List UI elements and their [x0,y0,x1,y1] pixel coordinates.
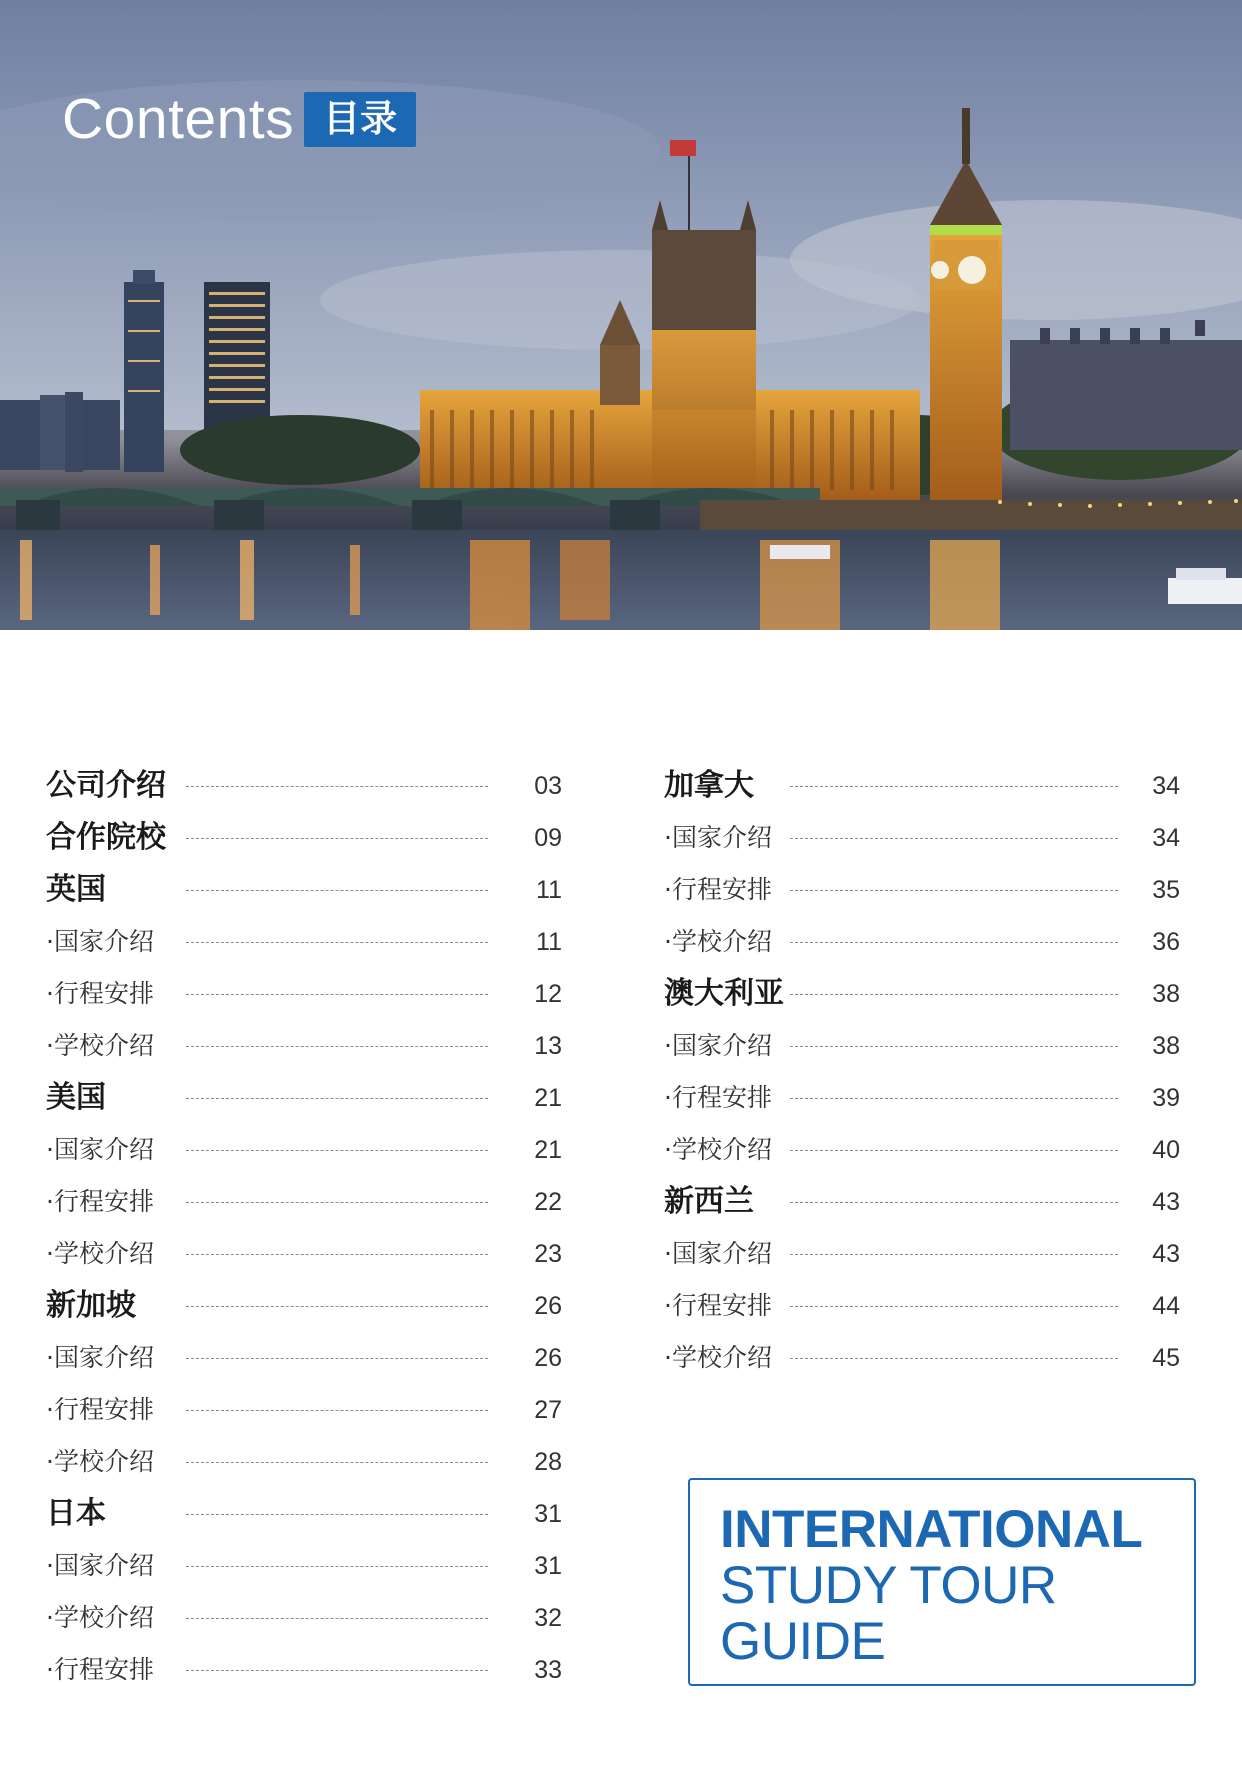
toc-subsection-row[interactable] [46,916,562,968]
toc-entry-label: ·行程安排 [46,1384,158,1436]
guide-title-line-1: INTERNATIONAL [720,1500,1143,1559]
toc-entry-label: 日本 [46,1488,110,1540]
toc-section-row[interactable] [46,812,562,864]
toc-dotted-leader [790,942,1118,943]
toc-entry-label: ·国家介绍 [664,1228,776,1280]
toc-page-number: 11 [536,928,562,956]
toc-entry-label: ·国家介绍 [664,1020,776,1072]
toc-subsection-row[interactable] [664,1020,1180,1072]
toc-subsection-row[interactable] [46,1592,562,1644]
toc-page-number: 03 [534,772,562,800]
contents-badge: 目录 [304,92,416,147]
toc-dotted-leader [186,994,488,995]
toc-page-number: 31 [534,1500,562,1528]
toc-page-number: 12 [534,980,562,1008]
toc-page-number: 39 [1152,1084,1180,1112]
toc-entry-label: ·行程安排 [664,864,776,916]
toc-subsection-row[interactable] [46,1228,562,1280]
toc-page-number: 38 [1152,1032,1180,1060]
toc-entry-label: 合作院校 [46,812,170,864]
toc-entry-label: ·学校介绍 [664,1332,776,1384]
toc-dotted-leader [186,1046,488,1047]
toc-section-row[interactable] [46,1280,562,1332]
toc-dotted-leader [186,1306,488,1307]
toc-page-number: 21 [534,1084,562,1112]
guide-title-box [688,1478,1196,1686]
guide-title-line-3: GUIDE [720,1612,886,1671]
toc-page-number: 28 [534,1448,562,1476]
toc-entry-label: ·行程安排 [46,968,158,1020]
toc-page-number: 23 [534,1240,562,1268]
toc-page-number: 32 [534,1604,562,1632]
toc-subsection-row[interactable] [46,1124,562,1176]
toc-dotted-leader [790,1358,1118,1359]
toc-page-number: 31 [534,1552,562,1580]
toc-entry-label: ·国家介绍 [46,1332,158,1384]
toc-right-column [664,760,1180,1384]
contents-title: Contents [62,87,295,151]
hero-photo [0,0,1242,630]
toc-page-number: 43 [1152,1240,1180,1268]
toc-page-number: 22 [534,1188,562,1216]
toc-page-number: 34 [1152,824,1180,852]
toc-section-row[interactable] [664,968,1180,1020]
toc-subsection-row[interactable] [46,1384,562,1436]
toc-dotted-leader [790,890,1118,891]
toc-subsection-row[interactable] [46,1644,562,1696]
toc-dotted-leader [790,1254,1118,1255]
toc-subsection-row[interactable] [664,1072,1180,1124]
toc-entry-label: ·行程安排 [46,1644,158,1696]
toc-entry-label: 新西兰 [664,1176,758,1228]
toc-subsection-row[interactable] [664,1332,1180,1384]
toc-entry-label: ·学校介绍 [46,1228,158,1280]
toc-page-number: 45 [1152,1344,1180,1372]
toc-dotted-leader [790,1098,1118,1099]
toc-entry-label: 公司介绍 [46,760,170,812]
toc-entry-label: ·国家介绍 [46,1540,158,1592]
toc-entry-label: ·行程安排 [46,1176,158,1228]
guide-title-line-2: STUDY TOUR [720,1556,1057,1615]
toc-page-number: 13 [534,1032,562,1060]
toc-dotted-leader [186,1618,488,1619]
toc-dotted-leader [790,1306,1118,1307]
toc-dotted-leader [186,786,488,787]
toc-subsection-row[interactable] [46,1436,562,1488]
toc-page-number: 36 [1152,928,1180,956]
toc-entry-label: ·行程安排 [664,1072,776,1124]
toc-page-number: 11 [536,876,562,904]
toc-entry-label: ·国家介绍 [46,1124,158,1176]
toc-page-number: 38 [1152,980,1180,1008]
toc-section-row[interactable] [46,1072,562,1124]
toc-dotted-leader [186,1514,488,1515]
toc-page-number: 26 [534,1292,562,1320]
toc-subsection-row[interactable] [46,1332,562,1384]
toc-entry-label: ·学校介绍 [664,1124,776,1176]
toc-subsection-row[interactable] [46,1540,562,1592]
toc-dotted-leader [186,1098,488,1099]
toc-section-row[interactable] [46,1488,562,1540]
toc-subsection-row[interactable] [46,968,562,1020]
toc-entry-label: 澳大利亚 [664,968,788,1020]
toc-entry-label: ·学校介绍 [46,1020,158,1072]
toc-subsection-row[interactable] [664,812,1180,864]
toc-entry-label: 英国 [46,864,110,916]
toc-dotted-leader [186,1254,488,1255]
toc-page-number: 26 [534,1344,562,1372]
toc-subsection-row[interactable] [46,1020,562,1072]
toc-dotted-leader [790,786,1118,787]
toc-dotted-leader [186,1410,488,1411]
toc-subsection-row[interactable] [664,864,1180,916]
toc-entry-label: ·学校介绍 [46,1592,158,1644]
toc-section-row[interactable] [46,760,562,812]
toc-subsection-row[interactable] [664,1280,1180,1332]
toc-page-number: 33 [534,1656,562,1684]
toc-page-number: 34 [1152,772,1180,800]
toc-dotted-leader [790,1046,1118,1047]
toc-dotted-leader [186,1462,488,1463]
toc-page-number: 40 [1152,1136,1180,1164]
toc-dotted-leader [186,1150,488,1151]
toc-entry-label: ·学校介绍 [664,916,776,968]
toc-dotted-leader [186,942,488,943]
toc-dotted-leader [186,1358,488,1359]
toc-entry-label: ·学校介绍 [46,1436,158,1488]
toc-page-number: 35 [1152,876,1180,904]
toc-subsection-row[interactable] [46,1176,562,1228]
toc-entry-label: ·国家介绍 [46,916,158,968]
toc-page-number: 21 [534,1136,562,1164]
toc-section-row[interactable] [664,1176,1180,1228]
toc-entry-label: 美国 [46,1072,110,1124]
toc-dotted-leader [186,890,488,891]
toc-dotted-leader [790,994,1118,995]
toc-entry-label: ·行程安排 [664,1280,776,1332]
toc-dotted-leader [790,1150,1118,1151]
toc-page-number: 44 [1152,1292,1180,1320]
toc-dotted-leader [186,838,488,839]
toc-subsection-row[interactable] [664,1228,1180,1280]
toc-entry-label: ·国家介绍 [664,812,776,864]
toc-page-number: 43 [1152,1188,1180,1216]
toc-dotted-leader [186,1202,488,1203]
toc-dotted-leader [186,1670,488,1671]
toc-subsection-row[interactable] [664,1124,1180,1176]
toc-page-number: 09 [534,824,562,852]
toc-dotted-leader [790,1202,1118,1203]
toc-entry-label: 加拿大 [664,760,758,812]
toc-page-number: 27 [534,1396,562,1424]
toc-section-row[interactable] [46,864,562,916]
toc-section-row[interactable] [664,760,1180,812]
toc-dotted-leader [186,1566,488,1567]
toc-subsection-row[interactable] [664,916,1180,968]
toc-dotted-leader [790,838,1118,839]
toc-entry-label: 新加坡 [46,1280,140,1332]
toc-left-column [46,760,562,1696]
contents-header [62,86,416,152]
